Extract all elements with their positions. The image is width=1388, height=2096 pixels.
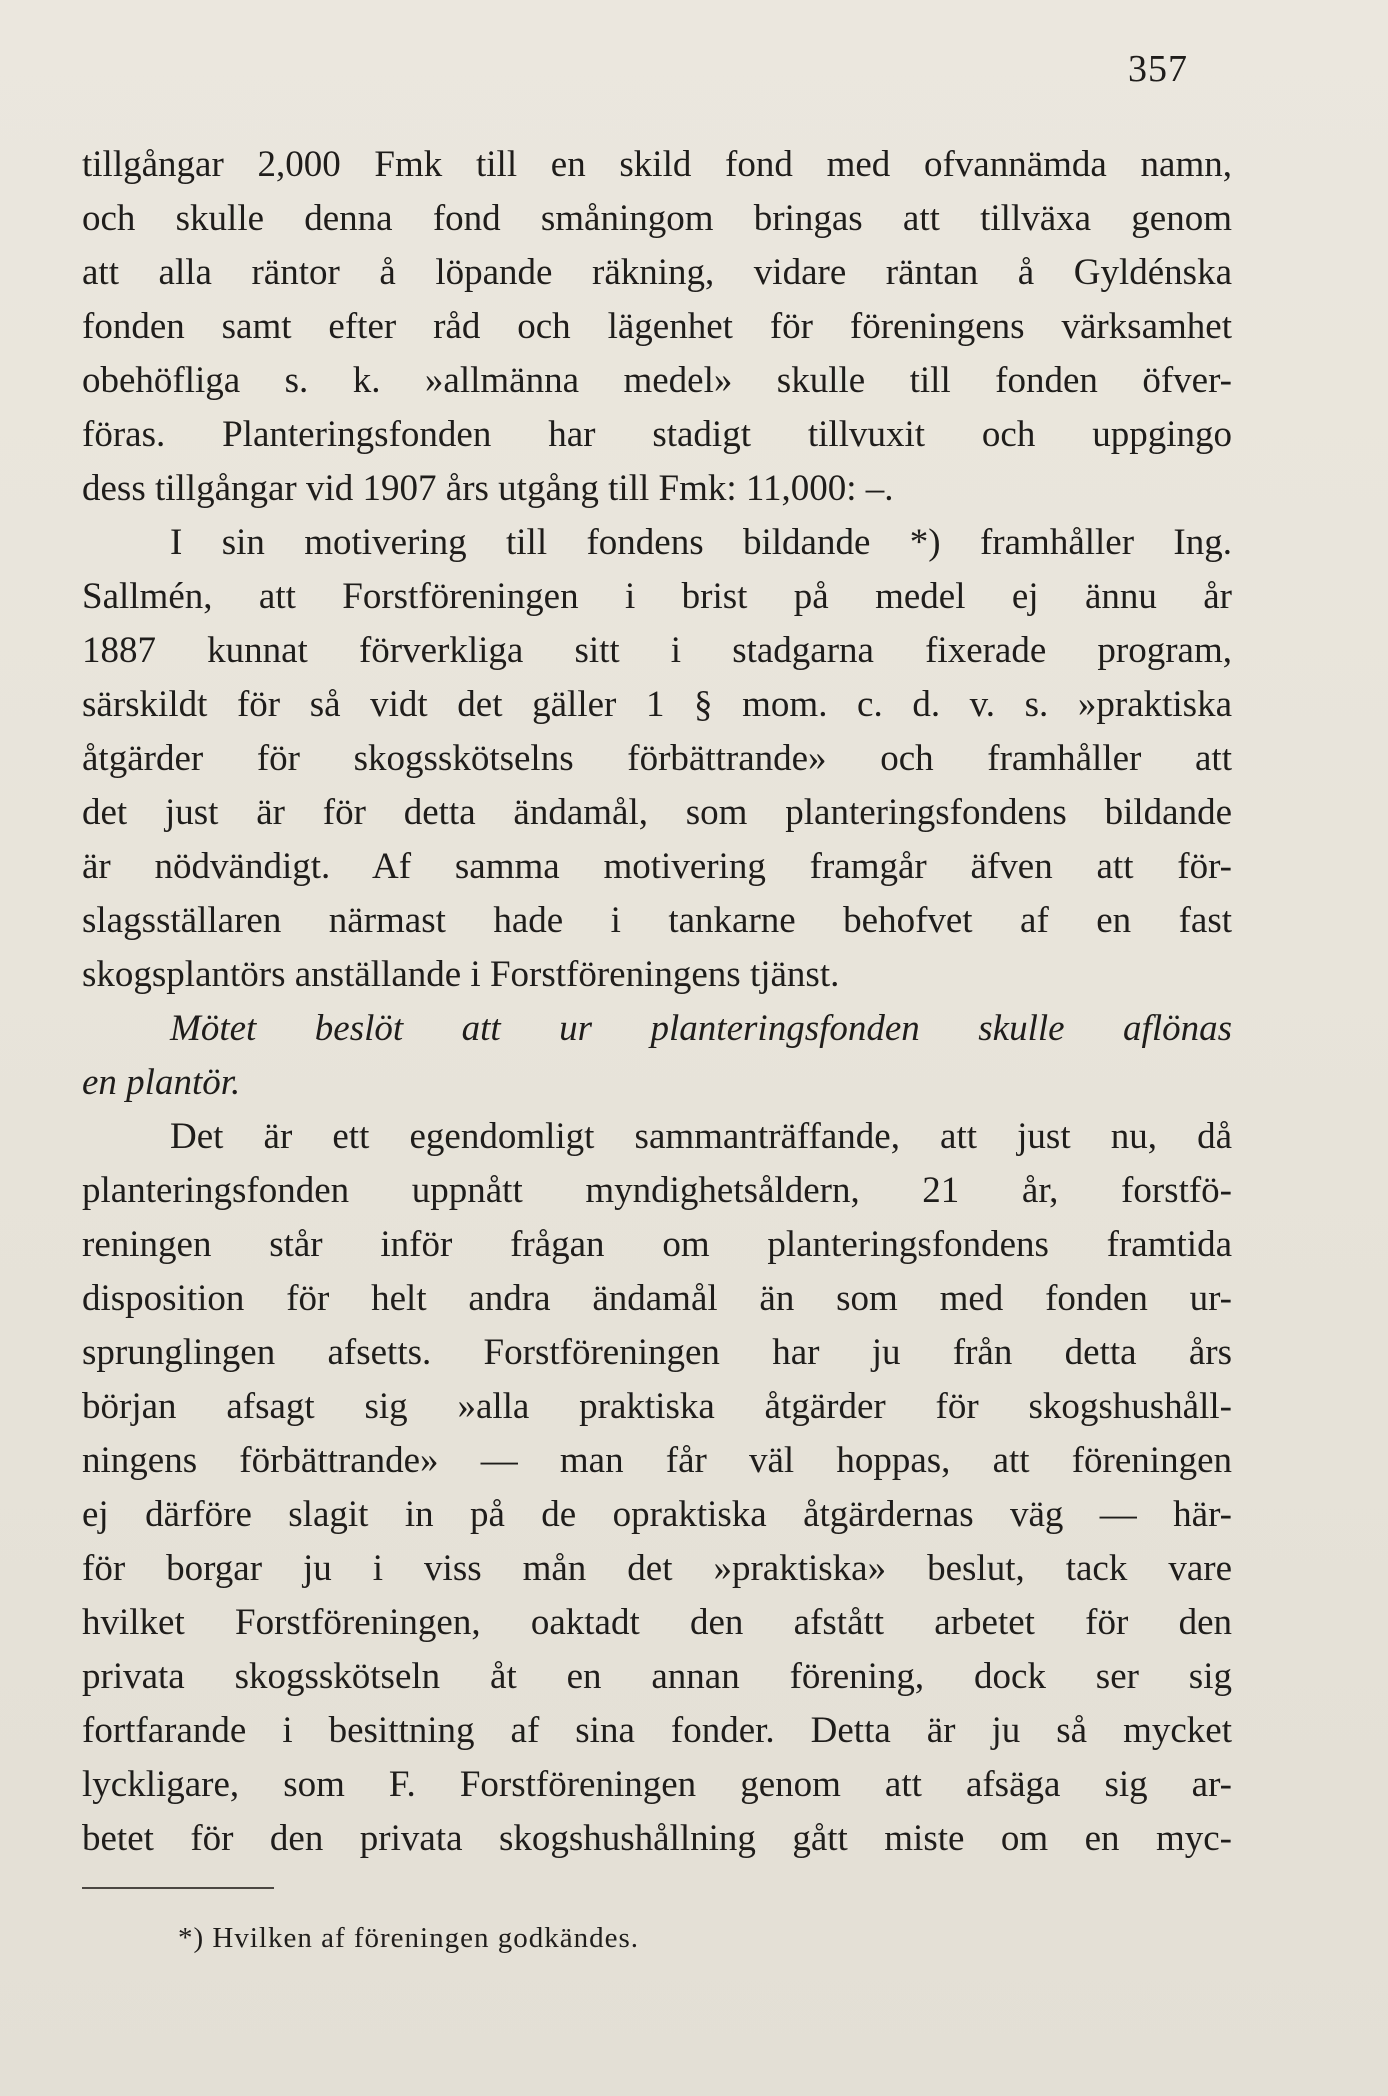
- text-line: att alla räntor å löpande räkning, vidare räntan å Gyldénska: [82, 252, 1232, 293]
- text-line: dess tillgångar vid 1907 års utgång till Fmk: 11,000: –.: [82, 468, 894, 509]
- footnote: *) Hvilken af föreningen godkändes.: [178, 1922, 640, 1954]
- text-line: Det är ett egendomligt sammanträffande, att just nu, då: [170, 1116, 1232, 1157]
- text-line: Sallmén, att Forstföreningen i brist på medel ej ännu år: [82, 576, 1232, 617]
- text-line: slagsställaren närmast hade i tankarne behofvet af en fast: [82, 900, 1232, 941]
- text-line: sprunglingen afsetts. Forstföreningen har ju från detta års: [82, 1332, 1232, 1373]
- text-line: för borgar ju i viss mån det »praktiska» beslut, tack vare: [82, 1548, 1232, 1589]
- text-line: planteringsfonden uppnått myndighetsåldern, 21 år, forstfö-: [82, 1170, 1232, 1211]
- body-text: [82, 138, 1232, 1866]
- text-line: betet för den privata skogshushållning gått miste om en myc-: [82, 1818, 1232, 1859]
- text-line: hvilket Forstföreningen, oaktadt den afstått arbetet för den: [82, 1602, 1232, 1643]
- text-line: skogsplantörs anställande i Forstföreningens tjänst.: [82, 954, 840, 995]
- text-line: det just är för detta ändamål, som planteringsfondens bildande: [82, 792, 1232, 833]
- text-line: obehöfliga s. k. »allmänna medel» skulle till fonden öfver-: [82, 360, 1232, 401]
- text-line: Mötet beslöt att ur planteringsfonden skulle aflönas: [170, 1008, 1232, 1049]
- text-line: I sin motivering till fondens bildande *) framhåller Ing.: [170, 522, 1232, 563]
- text-line: tillgångar 2,000 Fmk till en skild fond med ofvannämda namn,: [82, 144, 1232, 185]
- footnote-divider: [82, 1887, 274, 1889]
- text-line: särskildt för så vidt det gäller 1 § mom. c. d. v. s. »praktiska: [82, 684, 1232, 725]
- text-line: fortfarande i besittning af sina fonder. Detta är ju så mycket: [82, 1710, 1232, 1751]
- text-line: disposition för helt andra ändamål än som med fonden ur-: [82, 1278, 1232, 1319]
- page-number: 357: [1128, 48, 1188, 90]
- text-line: reningen står inför frågan om planteringsfondens framtida: [82, 1224, 1232, 1265]
- text-line: ningens förbättrande» — man får väl hoppas, att föreningen: [82, 1440, 1232, 1481]
- text-line: fonden samt efter råd och lägenhet för föreningens värksamhet: [82, 306, 1232, 347]
- text-line: 1887 kunnat förverkliga sitt i stadgarna fixerade program,: [82, 630, 1232, 671]
- text-line: åtgärder för skogsskötselns förbättrande» och framhåller att: [82, 738, 1232, 779]
- text-line: är nödvändigt. Af samma motivering framgår äfven att för-: [82, 846, 1232, 887]
- text-line: och skulle denna fond småningom bringas att tillväxa genom: [82, 198, 1232, 239]
- text-line: ej därföre slagit in på de opraktiska åtgärdernas väg — här-: [82, 1494, 1232, 1535]
- text-line: början afsagt sig »alla praktiska åtgärder för skogshushåll-: [82, 1386, 1232, 1427]
- text-line: föras. Planteringsfonden har stadigt tillvuxit och uppgingo: [82, 414, 1232, 455]
- text-line: en plantör.: [82, 1062, 241, 1103]
- text-line: lyckligare, som F. Forstföreningen genom att afsäga sig ar-: [82, 1764, 1232, 1805]
- text-line: privata skogsskötseln åt en annan förening, dock ser sig: [82, 1656, 1232, 1697]
